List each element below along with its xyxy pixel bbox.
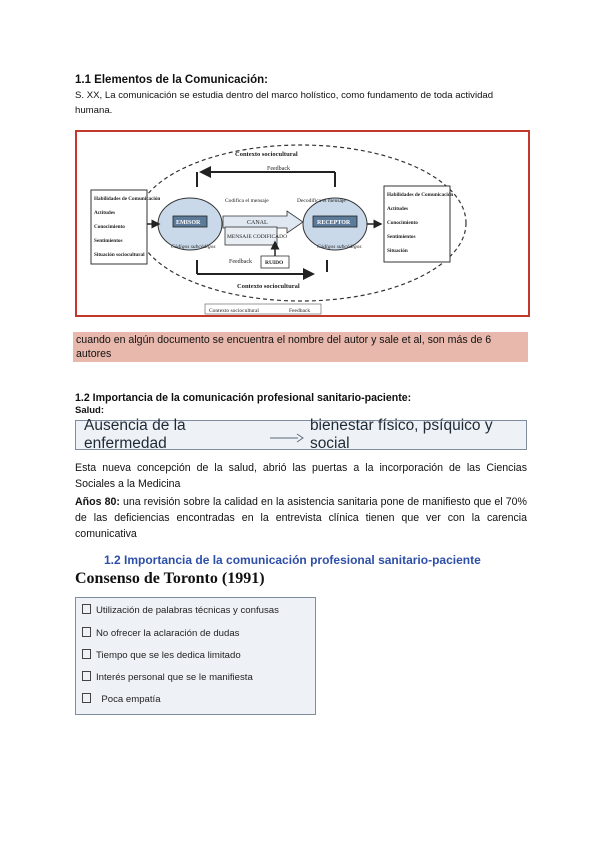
context-bottom2-label: Contexto sociocultural xyxy=(209,308,259,314)
diagram-list-item: Conocimiento xyxy=(94,224,125,230)
diagram-list-item: Sentimientos xyxy=(94,238,123,244)
mensaje-label: MENSAJE CODIFICADO xyxy=(227,234,288,240)
diagram-list-item: Situación sociocultural xyxy=(94,252,145,258)
checkbox-bullet-icon xyxy=(82,627,91,637)
diagram-list-item: Situación xyxy=(387,248,408,254)
definition-left: Ausencia de la enfermedad xyxy=(84,417,186,452)
checkbox-bullet-icon xyxy=(82,693,91,703)
receptor-label: RECEPTOR xyxy=(317,220,351,226)
subcodigos-right-label: Códigos subcódigos xyxy=(317,244,362,250)
context-bottom-label: Contexto sociocultural xyxy=(237,283,300,290)
checkbox-bullet-icon xyxy=(82,604,91,614)
list-item: Tiempo que se les dedica limitado xyxy=(82,649,241,661)
arrow-right-icon xyxy=(270,430,304,440)
toronto-list-box xyxy=(75,597,316,715)
decodifica-label: Decodifica el mensaje xyxy=(297,198,346,204)
context-top-label: Contexto sociocultural xyxy=(235,151,298,158)
diagram-list-item: Conocimiento xyxy=(387,220,418,226)
diagram-list-item: Actitudes xyxy=(387,206,409,212)
diagram-list-item: Actitudes xyxy=(94,210,116,216)
canal-label: CANAL xyxy=(247,220,268,226)
list-item: Interés personal que se le manifiesta xyxy=(82,671,253,683)
anos80-label: Años 80: xyxy=(75,496,120,508)
health-definition-box xyxy=(75,417,527,452)
list-item: Poca empatía xyxy=(82,693,161,705)
diagram-list-item: Sentimientos xyxy=(387,234,416,240)
codifica-label: Codifica el mensaje xyxy=(225,198,269,204)
feedback-bottom2-label: Feedback xyxy=(289,308,311,314)
section-heading-importancia: 1.2 Importancia de la comunicación profesional sanitario-paciente: xyxy=(75,392,412,404)
salud-label: Salud: xyxy=(75,405,105,416)
list-item: No ofrecer la aclaración de dudas xyxy=(82,627,239,639)
ruido-label: RUIDO xyxy=(265,260,284,266)
emisor-label: EMISOR xyxy=(176,220,201,226)
consenso-heading: Consenso de Toronto (1991) xyxy=(75,570,265,587)
paragraph-anos80 xyxy=(75,494,527,542)
anos80-text: una revisión sobre la calidad en la asistencia sanitaria pone de manifiesto que el 70% de las deficiencias encontradas en la entrevista clínica tienen que ver con la carencia comunicativa xyxy=(75,496,527,540)
list-item: Utilización de palabras técnicas y confusas xyxy=(82,604,279,616)
intro-paragraph: S. XX, La comunicación se estudia dentro del marco holístico, como fundamento de toda actividad humana. xyxy=(75,90,494,116)
section-heading-elementos: 1.1 Elementos de la Comunicación: xyxy=(75,74,268,86)
paragraph-concepcion: Esta nueva concepción de la salud, abrió las puertas a la incorporación de las Ciencias Sociales a la Medicina xyxy=(75,462,527,490)
communication-diagram-svg xyxy=(77,132,528,315)
diagram-list-item: Habilidades de Comunicación xyxy=(387,192,454,198)
diagram-list-item: Habilidades de Comunicación xyxy=(94,196,161,202)
communication-diagram xyxy=(75,130,530,317)
section-heading-blue: 1.2 Importancia de la comunicación profesional sanitario-paciente xyxy=(104,553,481,567)
feedback-bottom-label: Feedback xyxy=(229,259,252,265)
highlighted-note: cuando en algún documento se encuentra el nombre del autor y sale et al, son más de 6 autores xyxy=(73,332,528,362)
checkbox-bullet-icon xyxy=(82,671,91,681)
checkbox-bullet-icon xyxy=(82,649,91,659)
subcodigos-left-label: Códigos subcódigos xyxy=(171,244,216,250)
definition-right: bienestar físico, psíquico y social xyxy=(309,417,493,452)
feedback-top-label: Feedback xyxy=(267,166,290,172)
